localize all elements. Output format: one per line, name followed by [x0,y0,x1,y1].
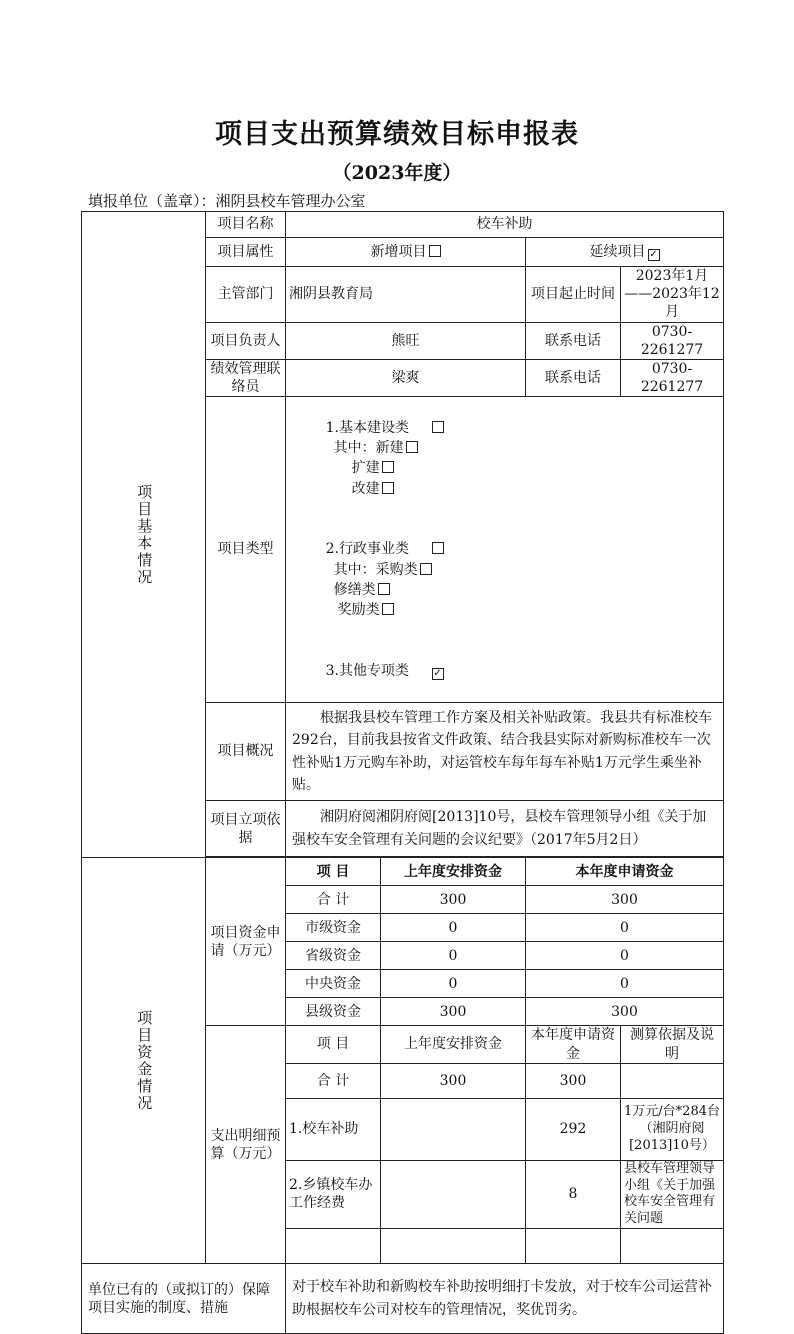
reporting-unit [88,190,366,211]
type-2-purchase-checkbox[interactable] [420,563,432,575]
detail-row-note: 县校车管理领导小组《关于加强校车安全管理有关问题 [621,1160,724,1229]
period-value: 2023年1月——2023年12月 [621,267,724,323]
project-type-options: 1.基本建设类 其中：新建 扩建 改建 2.行政事业类 其中：采购类 修缮类 奖励类 3.其他专项类 ✓ [286,397,724,702]
detail-row-name: 2.乡镇校车办工作经费 [286,1160,381,1229]
funds-section-label: 项目资金情况 [82,858,206,1264]
system-text: 对于校车补助和新购校车补助按明细打卡发放，对于校车公司运营补助根据校车公司对校车的管理情况，奖优罚劣。 [286,1264,724,1334]
detail-row-name [286,1229,381,1264]
apply-row-this: 300 [526,998,724,1026]
perf-contact-name: 梁爽 [286,359,526,396]
detail-row-name: 合 计 [286,1063,381,1098]
type-2-repair-checkbox[interactable] [378,583,390,595]
apply-row-this: 0 [526,942,724,970]
detail-row-this: 292 [526,1098,621,1160]
apply-header-item: 项 目 [286,858,381,886]
type-1-rebuild-checkbox[interactable] [382,482,394,494]
reporting-unit-name: 湘阴县校车管理办公室 [215,192,366,210]
type-3-checkbox[interactable]: ✓ [433,668,442,680]
apply-row-name: 省级资金 [286,942,381,970]
detail-header-last: 上年度安排资金 [381,1026,526,1063]
apply-row-name: 市级资金 [286,914,381,942]
type-1-new-checkbox[interactable] [406,441,418,453]
project-attr-label: 项目属性 [206,238,286,267]
perf-contact-label: 绩效管理联络员 [206,359,286,396]
leader-phone: 0730-2261277 [621,322,724,359]
detail-header-note: 测算依据及说明 [621,1026,724,1063]
page-title: 项目支出预算绩效目标申报表 [215,119,579,150]
basic-section-label: 项目基本情况 [82,212,206,858]
project-name-value: 校车补助 [286,212,724,238]
dept-value: 湘阴县教育局 [286,267,526,323]
perf-contact-phone: 0730-2261277 [621,359,724,396]
apply-header-last: 上年度安排资金 [381,858,526,886]
attr-continue-checkbox[interactable]: ✓ [649,248,658,260]
perf-phone-label: 联系电话 [526,359,621,396]
overview-label: 项目概况 [206,702,286,801]
detail-row-this: 8 [526,1160,621,1229]
apply-row-this: 300 [526,886,724,914]
attr-new-checkbox[interactable] [429,245,441,257]
type-1-expand-checkbox[interactable] [382,461,394,473]
apply-label: 项目资金申请（万元） [206,858,286,1026]
apply-row-this: 0 [526,970,724,998]
detail-header-this: 本年度申请资金 [526,1026,621,1063]
leader-phone-label: 联系电话 [526,322,621,359]
basis-label: 项目立项依据 [206,801,286,857]
reporting-unit-label: 填报单位（盖章）： [88,192,216,210]
system-label: 单位已有的（或拟订的）保障项目实施的制度、措施 [82,1264,286,1334]
apply-row-this: 0 [526,914,724,942]
attr-continue: 延续项目 ✓ [526,238,724,267]
detail-row-this [526,1229,621,1264]
attr-new: 新增项目 [286,238,526,267]
apply-row-name: 中央资金 [286,970,381,998]
detail-row-last [381,1229,526,1264]
basis-text: 湘阴府阅湘阴府阅[2013]10号，县校车管理领导小组《关于加强校车安全管理有关问题的会议纪要》（2017年5月2日） [286,801,724,857]
detail-row-last [381,1098,526,1160]
detail-row-name: 1.校车补助 [286,1098,381,1160]
leader-label: 项目负责人 [206,322,286,359]
apply-header-this: 本年度申请资金 [526,858,724,886]
detail-row-this: 300 [526,1063,621,1098]
budget-form-table [81,211,724,1334]
project-type-label: 项目类型 [206,397,286,702]
apply-row-last: 0 [381,914,526,942]
type-2-checkbox[interactable] [432,542,444,554]
apply-row-name: 县级资金 [286,998,381,1026]
project-name-label: 项目名称 [206,212,286,238]
detail-label: 支出明细预算（万元） [206,1026,286,1264]
apply-row-last: 0 [381,942,526,970]
year-subtitle: （2023年度） [332,162,462,184]
period-label: 项目起止时间 [526,267,621,323]
apply-row-name: 合 计 [286,886,381,914]
detail-row-last: 300 [381,1063,526,1098]
detail-header-item: 项 目 [286,1026,381,1063]
overview-text: 根据我县校车管理工作方案及相关补贴政策。我县共有标准校车292台，目前我县按省文件政策、结合我县实际对新购标准校车一次性补贴1万元购车补助，对运管校车每年每车补贴1万元学生乘坐补贴。 [286,702,724,801]
apply-row-last: 300 [381,998,526,1026]
type-2-award-checkbox[interactable] [382,603,394,615]
detail-row-last [381,1160,526,1229]
type-1-checkbox[interactable] [432,421,444,433]
leader-name: 熊旺 [286,322,526,359]
apply-row-last: 0 [381,970,526,998]
detail-row-note [621,1063,724,1098]
detail-row-note [621,1229,724,1264]
apply-row-last: 300 [381,886,526,914]
dept-label: 主管部门 [206,267,286,323]
detail-row-note: 1万元/台*284台（湘阴府阅[2013]10号） [621,1098,724,1160]
